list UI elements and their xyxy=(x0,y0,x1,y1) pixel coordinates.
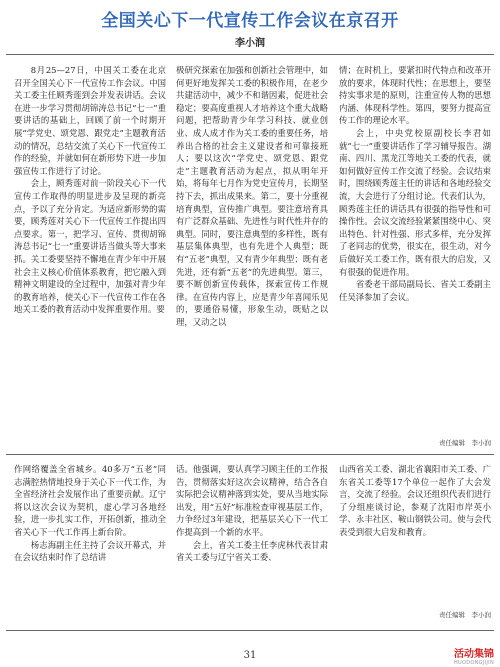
top-column-2 xyxy=(176,64,328,442)
article-title: 全国关心下一代宣传工作会议在京召开 xyxy=(101,11,399,31)
article-author: 李小润 xyxy=(235,38,265,49)
middle-divider xyxy=(6,454,494,455)
section-brand xyxy=(454,645,494,666)
page-number: 31 xyxy=(243,650,257,661)
paragraph: 8月25—27日，中国关工委在北京召开全国关心下一代宣传工作会议。中国关工委主任顾秀莲到会并发表讲话。会议在进一步学习贯彻胡锦涛总书记“七一”重要讲话的基础上，回顾了前一个时期开展“学党史、颂党恩、跟党走”主题教育活动的情况，总结交流了关心下一代宣传工作的经验，并就如何在新形势下进一步加强宣传工作进行了讨论。 xyxy=(14,65,166,176)
paragraph: 极研究探索在加强和创新社会管理中，如何更好地发挥关工委的积极作用，在老少共建活动中，减少不和谐因素，促进社会稳定；要高度重视人才培养这个重大战略问题，把帮助青少年学习科技、就业创业、成人成才作为关工委的重要任务，培养出合格的社会主义建设者和可靠接班人；要以这次“学党史、颂党恩、跟党走”主题教育活动为起点，拟从明年开始，将每年七月作为党史宣传月，长期坚持下去，抓出成果来。第二，要十分重视培育典型，宣传推广典型。要注意培育具有广泛群众基础、先进性与时代性并存的典型。同时，要注意典型的多样性，既有基层集体典型，也有先进个人典型；既有“五老”典型，又有青少年典型；既有老先进，还有新“五老”的先进典型。第三，要不断创新宣传载体，探索宣传工作规律。在宣传内容上，应是青少年喜闻乐见的，要通俗易懂，形象生动，既贴之以理，又动之以 xyxy=(176,65,328,327)
top-column-1 xyxy=(14,64,166,442)
paragraph: 会上，省关工委主任李虎林代表甘肃省关工委与辽宁省关工委、 xyxy=(176,539,328,563)
paragraph: 省委老干部局副局长、省关工委副主任吴泽参加了会议。 xyxy=(339,279,491,302)
bottom-editor-credit: 责任编辑 李小润 xyxy=(439,611,491,619)
brand-pinyin: HUODONGJIJIN xyxy=(454,660,494,666)
bottom-column-2 xyxy=(176,463,328,633)
brand-name: 活动集锦 xyxy=(454,649,494,660)
top-column-3 xyxy=(339,64,491,422)
bottom-column-1 xyxy=(14,463,166,633)
paragraph: 情；在时机上，要紧扣时代特点和改革开放的要求，体现时代性；在思想上，要坚持实事求是的原则，注重宣传人物的思想内涵、体现科学性。第四，要努力提高宣传工作的理论水平。 xyxy=(339,65,491,126)
paragraph: 会上，中央党校原副校长李君如就“七一”重要讲话作了学习辅导报告。湖南、四川、黑龙江等地关工委的代表，就如何做好宣传工作交流了经验。会议结束时，围绕顾秀莲主任的讲话和各地经验交流，大会进行了分组讨论。代表们认为，顾秀莲主任的讲话具有很强的指导性和可操作性。会议交流经验紧紧围绕中心、突出特色、针对性强、形式多样，充分发挥了老同志的优势，很实在，很生动，对今后做好关工委工作，既有很大的启发，又有很强的促进作用。 xyxy=(339,127,491,277)
paragraph: 作网络覆盖全省城乡。40多万“五老”同志满腔热情地投身于关心下一代工作，为全省经济社会发展作出了重要贡献。辽宁将以这次会议为契机，虚心学习各地经验，进一步扎实工作，开拓创新，推动全省关心下一代工作再上新台阶。 xyxy=(14,464,166,537)
top-divider xyxy=(6,54,494,55)
top-editor-credit: 责任编辑 李小润 xyxy=(439,439,491,447)
paragraph: 杨志海副主任主持了会议开幕式，并在会议结束时作了总结讲 xyxy=(14,539,166,563)
paragraph: 山西省关工委、湖北省襄阳市关工委、广东省关工委等17个单位一起作了大会发言，交流了经验。会议还组织代表们进行了分组座谈讨论，参观了沈阳市岸英小学、永丰社区、鞍山钢铁公司。使与会代表受到很大启发和教育。 xyxy=(339,464,491,537)
footer-divider xyxy=(6,630,494,631)
bottom-column-3 xyxy=(339,463,491,608)
paragraph: 话。他强调，要认真学习顾主任的工作报告，贯彻落实好这次会议精神，结合各自实际把会议精神落到实处，要从当地实际出发，用“五好”标准检查审视基层工作，力争经过3年建设，把基层关心下一代工作提高到一个新的水平。 xyxy=(176,464,328,537)
paragraph: 会上，顾秀莲对前一阶段关心下一代宣传工作取得的明显进步及呈现的新亮点，予以了充分肯定。为适应新形势的需要，顾秀莲对关心下一代宣传工作提出四点要求。第一，把学习、宣传、贯彻胡锦涛总书记“七一”重要讲话当做头等大事来抓。关工委要坚持不懈地在青少年中开展社会主义核心价值体系教育，把它融入到精神文明建设的全过程中，加强对青少年的教育培养，使关心下一代宣传工作在各地关工委的教育活动中发挥重要作用。要 xyxy=(14,178,166,315)
